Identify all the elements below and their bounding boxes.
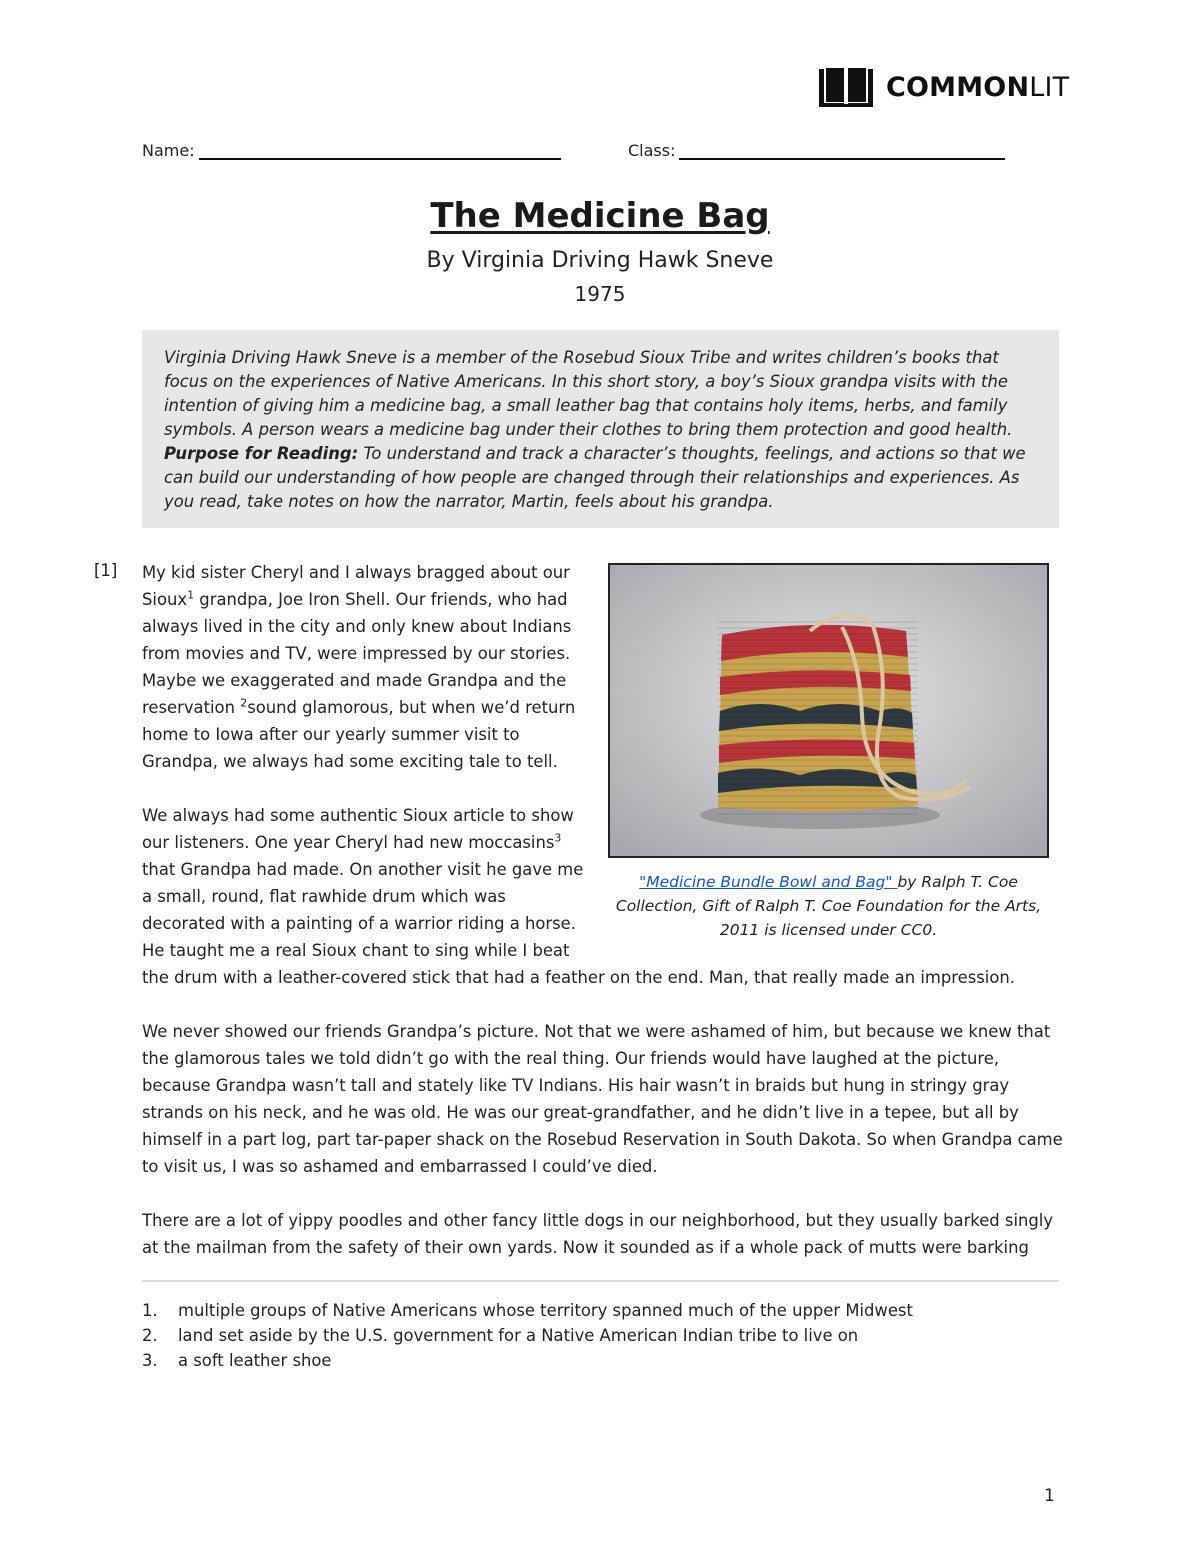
footnote: 2. land set aside by the U.S. government for a Native American Indian tribe to live on [142,1326,859,1345]
class-label: Class: [628,141,676,160]
text-line: from movies and TV, were impressed by our stories. [142,644,571,663]
text-line: a small, round, flat rawhide drum which was [142,887,506,906]
footnote-divider [142,1280,1059,1282]
text-line: decorated with a painting of a warrior riding a horse. [142,914,576,933]
medicine-bag-photo [608,563,1049,858]
text-line: that Grandpa had made. On another visit he gave me [142,860,584,879]
publication-year: 1975 [574,282,626,306]
text-line: strands on his neck, and he was old. He was our great-grandfather, and he didn’t live in a tepee, but all by [142,1103,1019,1122]
book-icon [818,66,874,108]
footnotes [142,1298,913,1373]
text-line: Grandpa, we always had some exciting tale to tell. [142,752,558,771]
text-line: He taught me a real Sioux chant to sing while I beat [142,941,570,960]
text-line: home to Iowa after our yearly summer visit to [142,725,520,744]
text-line: Sioux$^1$ grandpa, Joe Iron Shell. Our friends, who had [142,588,568,609]
author-byline: By Virginia Driving Hawk Sneve [426,248,774,273]
name-label: Name: [142,141,195,160]
commonlit-logo [818,66,1069,108]
page-number: 1 [1044,1486,1055,1506]
purpose-label: Purpose for Reading: [164,444,359,463]
footnote-ref[interactable]: 3 [554,831,562,845]
document-title: The Medicine Bag [430,196,770,236]
footnote: 1. multiple groups of Native Americans whose territory spanned much of the upper Midwest [142,1301,913,1320]
story-paragraph-3 [142,1018,1063,1180]
source-link[interactable]: "Medicine Bundle Bowl and Bag" [639,873,898,891]
text-line: always lived in the city and only knew about Indians [142,617,572,636]
text-line: the drum with a leather-covered stick that had a feather on the end. Man, that really made an impression. [142,968,1015,987]
text-line: to visit us, I was so ashamed and embarrassed I could’ve died. [142,1157,658,1176]
brand-name: COMMONLIT [886,71,1070,103]
text-line: There are a lot of yippy poodles and other fancy little dogs in our neighborhood, but they usually barked singly [142,1211,1054,1230]
footnote: 3. a soft leather shoe [142,1351,332,1370]
class-line[interactable] [679,138,1005,160]
text-line: Maybe we exaggerated and made Grandpa and the [142,671,567,690]
text-line: We never showed our friends Grandpa’s picture. Not that we were ashamed of him, but because we knew that [142,1022,1051,1041]
text-line: the glamorous tales we told didn’t go with the real thing. Our friends would have laughed at the picture, [142,1049,1000,1068]
footnote-ref[interactable]: 2 [240,696,248,710]
paragraph-number: [1] [94,561,118,580]
figure-caption: "Medicine Bundle Bowl and Bag" by Ralph T. Coe Collection, Gift of Ralph T. Coe Foundation for the Arts, 2011 is licensed under CC0. [615,873,1042,939]
footnote-ref[interactable]: 1 [187,588,195,602]
story-paragraph-4 [142,1207,1053,1261]
text-line: reservation $^2$sound glamorous, but when we’d return [142,696,576,717]
text-line: because Grandpa wasn’t tall and stately like TV Indians. His hair wasn’t in braids but hung in stringy gray [142,1076,1010,1095]
medicine-bag-image [610,565,1047,856]
name-line[interactable] [199,138,561,160]
text-line: our listeners. One year Cheryl had new moccasins$^3$ [142,831,562,852]
intro-text: Virginia Driving Hawk Sneve is a member of the Rosebud Sioux Tribe and writes children’s books that focus on the experiences of Native Americans. In this short story, a boy’s Sioux grandpa visits with the intention of giving him a medicine bag, a small leather bag that contains holy items, herbs, and family symbols. A person wears a medicine bag under their clothes to bring them protection and good health. [164,348,1013,439]
intro-box [142,330,1059,528]
name-field[interactable] [142,138,561,160]
text-line: My kid sister Cheryl and I always bragged about our [142,563,570,582]
text-line: We always had some authentic Sioux article to show [142,806,574,825]
text-line: himself in a part log, part tar-paper shack on the Rosebud Reservation in South Dakota. So when Grandpa came [142,1130,1063,1149]
text-line: at the mailman from the safety of their own yards. Now it sounded as if a whole pack of mutts were barking [142,1238,1029,1257]
class-field[interactable] [628,138,1005,160]
story-paragraph-1 [142,559,575,775]
purpose-text: To understand and track a character’s thoughts, feelings, and actions so that we can build our understanding of how people are changed through their relationships and experiences. As you read, take notes on how the narrator, Martin, feels about his grandpa. [164,444,1026,511]
